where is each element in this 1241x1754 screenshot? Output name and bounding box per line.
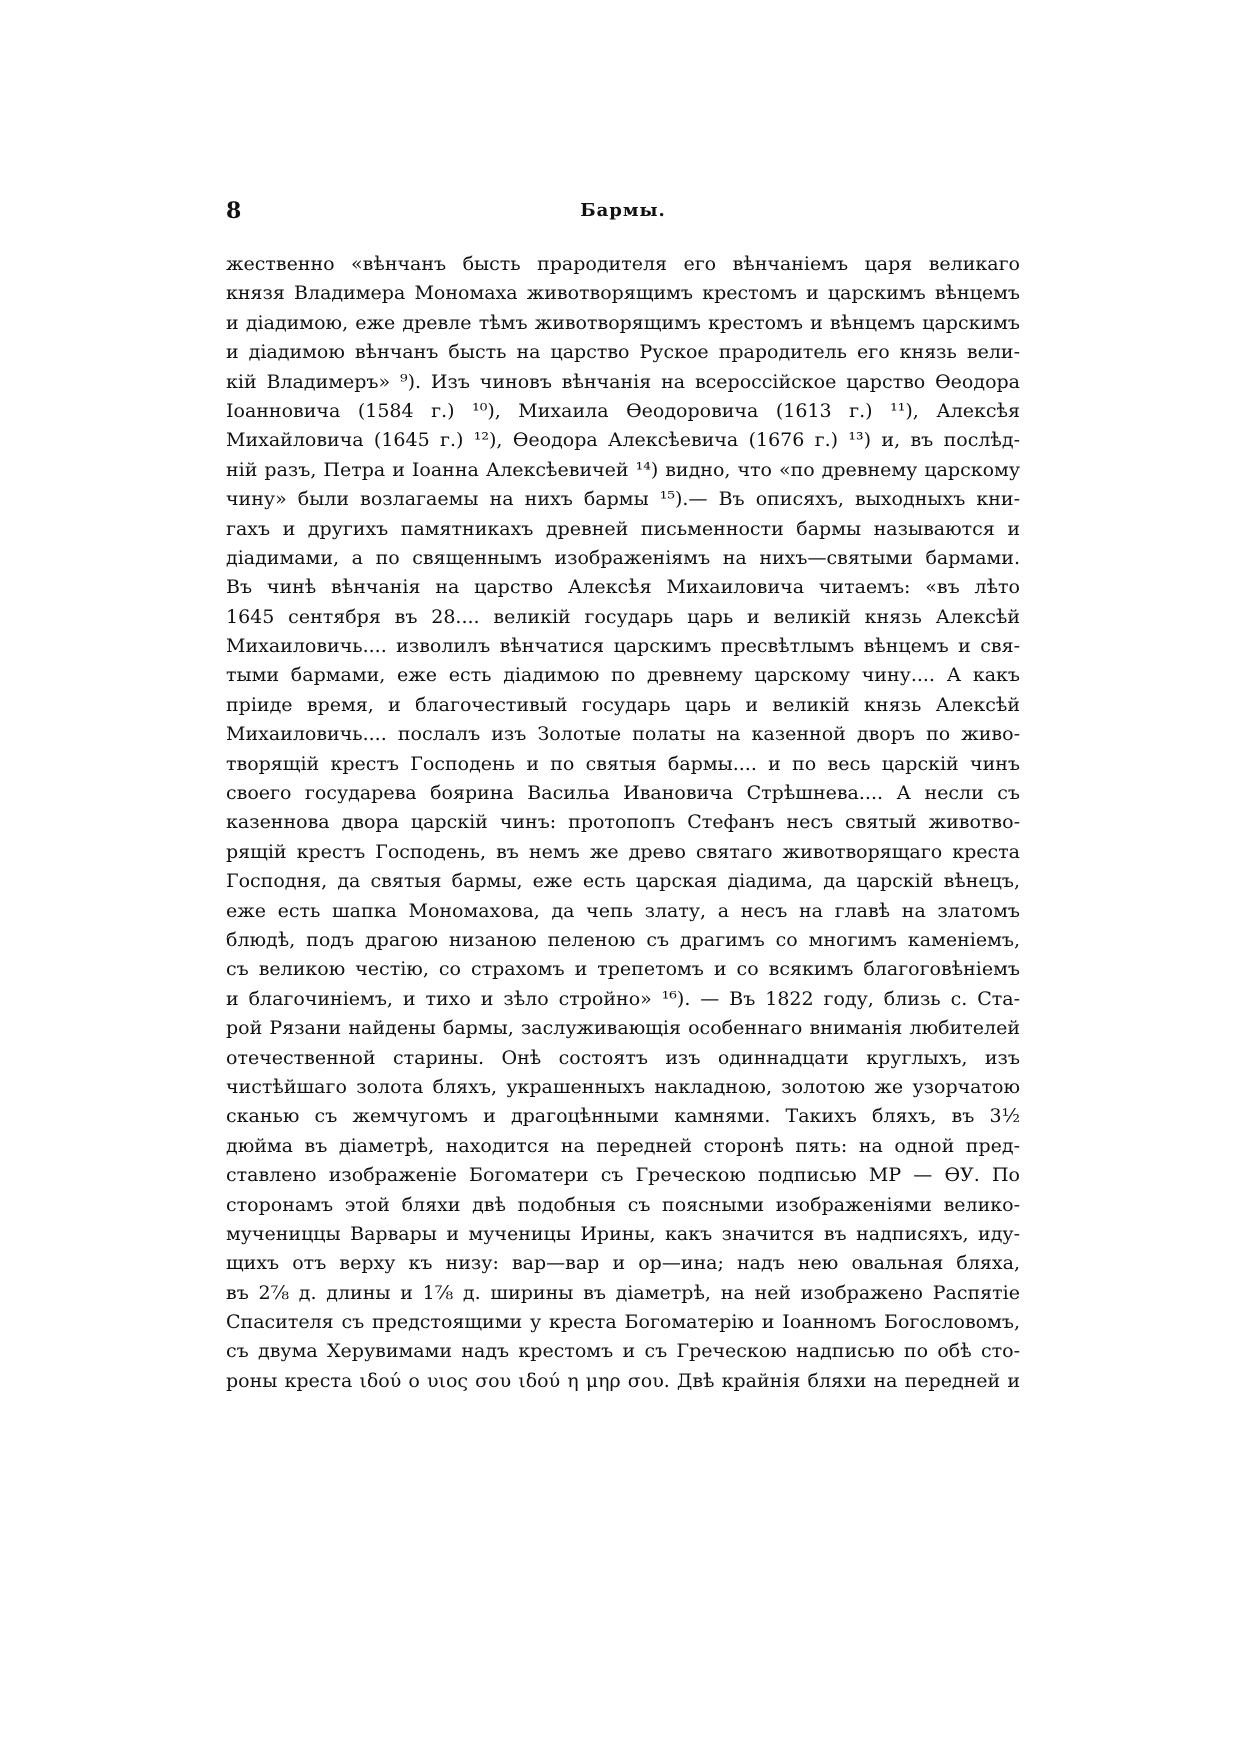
text-line: Михаиловичь.... послалъ изъ Золотые полаты на казенной дворъ по живо-: [226, 723, 1020, 746]
text-line: 1645 сентября въ 28.... великій государь царь и великій князь Алексѣй: [226, 605, 1020, 628]
text-line: и діадимою, еже древле тѣмъ животворящимъ крестомъ и вѣнцемъ царскимъ: [226, 311, 1020, 334]
text-line: Михаиловичь.... изволилъ вѣнчатися царскимъ пресвѣтлымъ вѣнцемъ и свя-: [226, 635, 1020, 658]
text-line: отечественной старины. Онѣ состоятъ изъ одиннадцати круглыхъ, изъ: [226, 1046, 1020, 1069]
text-line: чину» были возлагаемы на нихъ бармы ¹⁵).— Въ описяхъ, выходныхъ кни-: [226, 488, 1020, 511]
text-line: тыми бармами, еже есть діадимою по древнему царскому чину.... А какъ: [226, 664, 1020, 687]
text-line: роны креста ιδού ο υιος σου ιδού η μηρ σου. Двѣ крайнія бляхи на передней и: [226, 1369, 1020, 1392]
text-line: князя Владимера Мономаха животворящимъ крестомъ и царскимъ вѣнцемъ: [226, 282, 1020, 305]
text-line: мучениццы Варвары и мученицы Ирины, какъ значится въ надписяхъ, иду-: [226, 1222, 1020, 1245]
text-line: казеннова двора царскій чинъ: протопопъ Стефанъ несъ святый животво-: [226, 811, 1020, 834]
text-line: блюдѣ, подъ драгою низаною пеленою съ драгимъ со многимъ каменіемъ,: [226, 928, 1020, 951]
text-line: рой Рязани найдены бармы, заслуживающія особеннаго вниманія любителей: [226, 1017, 1020, 1040]
text-line: еже есть шапка Мономахова, да чепь злату, а несъ на главѣ на златомъ: [226, 899, 1020, 922]
running-title: Бармы.: [580, 200, 666, 221]
page-number: 8: [226, 198, 242, 224]
text-line: сканью съ жемчугомъ и драгоцѣнными камнями. Такихъ бляхъ, въ 3½: [226, 1105, 1020, 1128]
text-line: своего государева боярина Васильа Ивановича Стрѣшнева.... А несли съ: [226, 782, 1020, 805]
text-line: чистѣйшаго золота бляхъ, украшенныхъ накладною, золотою же узорчатою: [226, 1075, 1020, 1098]
text-line: гахъ и другихъ памятникахъ древней письменности бармы называются и: [226, 517, 1020, 540]
text-line: въ 2⅞ д. длины и 1⅞ д. ширины въ діаметрѣ, на ней изображено Распятіе: [226, 1281, 1020, 1304]
text-line: сторонамъ этой бляхи двѣ подобныя съ поясными изображеніями велико-: [226, 1193, 1020, 1216]
text-line: діадимами, а по священнымъ изображеніямъ на нихъ—святыми бармами.: [226, 546, 1020, 569]
text-line: пріиде время, и благочестивый государь царь и великій князь Алексѣй: [226, 693, 1020, 716]
text-line: рящій крестъ Господень, въ немъ же древо святаго животворящаго креста: [226, 840, 1020, 863]
text-line: Михайловича (1645 г.) ¹²), Ѳеодора Алексѣевича (1676 г.) ¹³) и, въ послѣд-: [226, 429, 1020, 452]
text-line: съ великою честію, со страхомъ и трепетомъ и со всякимъ благоговѣніемъ: [226, 958, 1020, 981]
body-text: [226, 250, 1020, 1396]
text-line: Господня, да святыя бармы, еже есть царская діадима, да царскій вѣнецъ,: [226, 870, 1020, 893]
text-line: жественно «вѣнчанъ бысть прародителя его вѣнчаніемъ царя великаго: [226, 253, 1020, 275]
text-line: кій Владимеръ» ⁹). Изъ чиновъ вѣнчанія на всероссійское царство Ѳеодора: [226, 370, 1020, 393]
text-line: и діадимою вѣнчанъ бысть на царство Руское прародитель его князь вели-: [226, 341, 1020, 364]
running-head: [226, 198, 1020, 228]
text-line: щихъ отъ верху къ низу: вар—вар и ор—ина; надъ нею овальная бляха,: [226, 1252, 1020, 1275]
text-line: творящій крестъ Господень и по святыя бармы.... и по весь царскій чинъ: [226, 752, 1020, 775]
text-line: ній разъ, Петра и Іоанна Алексѣевичей ¹⁴) видно, что «по древнему царскому: [226, 458, 1020, 481]
text-line: ставлено изображеніе Богоматери съ Греческою подписью МР — ѲУ. По: [226, 1164, 1020, 1187]
text-line: Спасителя съ предстоящими у креста Богоматерію и Іоанномъ Богословомъ,: [226, 1311, 1020, 1334]
text-line: и благочиніемъ, и тихо и зѣло стройно» ¹⁶). — Въ 1822 году, близь с. Ста-: [226, 987, 1020, 1010]
text-line: Іоанновича (1584 г.) ¹⁰), Михаила Ѳеодоровича (1613 г.) ¹¹), Алексѣя: [226, 399, 1020, 422]
text-line: Въ чинѣ вѣнчанія на царство Алексѣя Михаиловича читаемъ: «въ лѣто: [226, 576, 1020, 599]
text-line: дюйма въ діаметрѣ, находится на передней сторонѣ пять: на одной пред-: [226, 1134, 1020, 1157]
text-line: съ двума Херувимами надъ крестомъ и съ Греческою надписью по обѣ сто-: [226, 1340, 1020, 1363]
